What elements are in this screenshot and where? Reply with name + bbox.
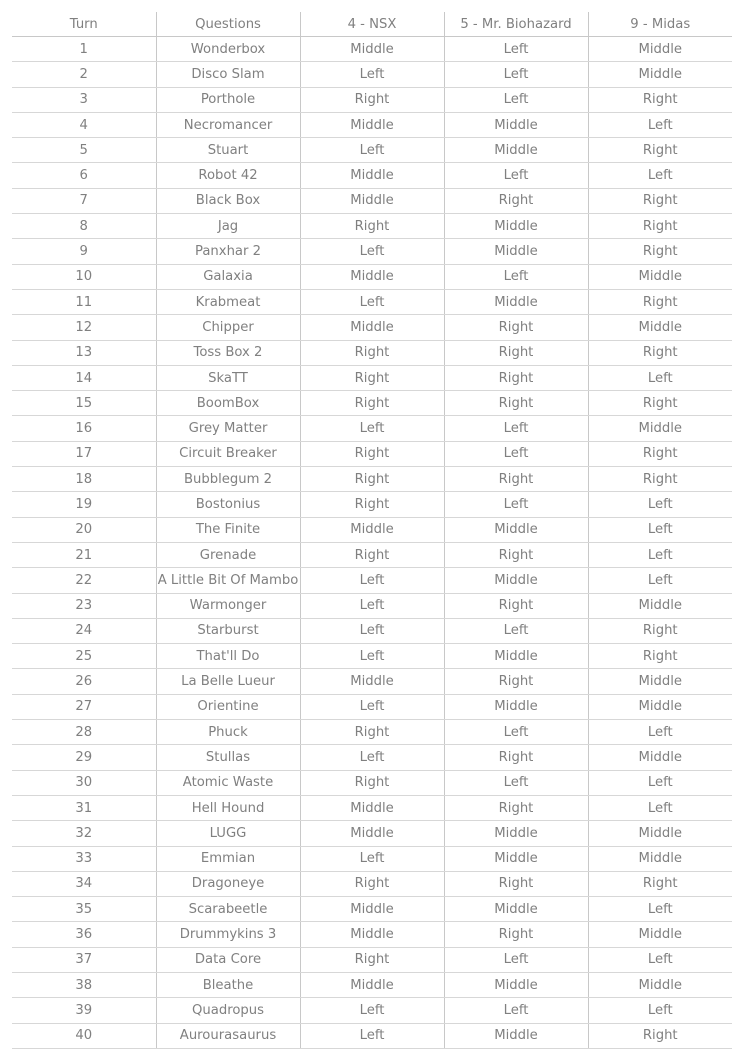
turn-cell: 24 <box>12 618 156 643</box>
turn-cell: 29 <box>12 745 156 770</box>
turn-cell: 2 <box>12 62 156 87</box>
question-cell: Stuart <box>156 138 300 163</box>
table-row <box>12 492 732 517</box>
question-cell: Data Core <box>156 947 300 972</box>
question-cell: Scarabeetle <box>156 897 300 922</box>
midas-cell: Right <box>588 467 732 492</box>
turn-cell: 1 <box>12 37 156 62</box>
table-row <box>12 315 732 340</box>
question-cell: Warmonger <box>156 593 300 618</box>
table-body <box>12 37 732 1049</box>
nsx-cell: Left <box>300 138 444 163</box>
mr-biohazard-cell: Left <box>444 416 588 441</box>
nsx-cell: Middle <box>300 315 444 340</box>
table-row <box>12 720 732 745</box>
midas-cell: Left <box>588 542 732 567</box>
question-cell: Drummykins 3 <box>156 922 300 947</box>
midas-cell: Middle <box>588 669 732 694</box>
midas-cell: Middle <box>588 264 732 289</box>
question-cell: Bubblegum 2 <box>156 467 300 492</box>
mr-biohazard-cell: Right <box>444 922 588 947</box>
turn-cell: 32 <box>12 821 156 846</box>
turn-cell: 22 <box>12 568 156 593</box>
question-cell: Atomic Waste <box>156 770 300 795</box>
question-cell: BoomBox <box>156 391 300 416</box>
turn-cell: 34 <box>12 871 156 896</box>
turn-cell: 20 <box>12 517 156 542</box>
turn-cell: 9 <box>12 239 156 264</box>
question-cell: Orientine <box>156 694 300 719</box>
table-row <box>12 239 732 264</box>
table-row <box>12 694 732 719</box>
table-row <box>12 745 732 770</box>
nsx-cell: Middle <box>300 163 444 188</box>
mr-biohazard-cell: Left <box>444 264 588 289</box>
question-cell: Bleathe <box>156 972 300 997</box>
mr-biohazard-cell: Right <box>444 795 588 820</box>
nsx-cell: Middle <box>300 922 444 947</box>
question-cell: Grey Matter <box>156 416 300 441</box>
turn-cell: 17 <box>12 441 156 466</box>
midas-cell: Middle <box>588 745 732 770</box>
question-cell: Quadropus <box>156 998 300 1023</box>
midas-cell: Left <box>588 998 732 1023</box>
mr-biohazard-cell: Left <box>444 947 588 972</box>
nsx-cell: Left <box>300 593 444 618</box>
mr-biohazard-cell: Right <box>444 745 588 770</box>
nsx-cell: Right <box>300 770 444 795</box>
question-cell: Panxhar 2 <box>156 239 300 264</box>
midas-cell: Middle <box>588 821 732 846</box>
turn-cell: 23 <box>12 593 156 618</box>
question-cell: La Belle Lueur <box>156 669 300 694</box>
question-cell: Hell Hound <box>156 795 300 820</box>
mr-biohazard-cell: Right <box>444 542 588 567</box>
nsx-cell: Middle <box>300 897 444 922</box>
midas-cell: Middle <box>588 846 732 871</box>
mr-biohazard-cell: Right <box>444 871 588 896</box>
nsx-cell: Left <box>300 618 444 643</box>
nsx-cell: Left <box>300 694 444 719</box>
mr-biohazard-cell: Left <box>444 441 588 466</box>
mr-biohazard-cell: Left <box>444 492 588 517</box>
turn-cell: 18 <box>12 467 156 492</box>
question-cell: Circuit Breaker <box>156 441 300 466</box>
turn-cell: 26 <box>12 669 156 694</box>
nsx-cell: Left <box>300 644 444 669</box>
nsx-cell: Right <box>300 441 444 466</box>
mr-biohazard-cell: Left <box>444 618 588 643</box>
question-cell: Phuck <box>156 720 300 745</box>
midas-cell: Left <box>588 770 732 795</box>
mr-biohazard-cell: Right <box>444 391 588 416</box>
midas-cell: Right <box>588 1023 732 1048</box>
question-cell: Necromancer <box>156 112 300 137</box>
table-row <box>12 568 732 593</box>
question-cell: That'll Do <box>156 644 300 669</box>
midas-cell: Right <box>588 214 732 239</box>
table-row <box>12 897 732 922</box>
table-row <box>12 542 732 567</box>
question-cell: Emmian <box>156 846 300 871</box>
turn-cell: 40 <box>12 1023 156 1048</box>
table-row <box>12 289 732 314</box>
midas-cell: Left <box>588 365 732 390</box>
midas-cell: Left <box>588 568 732 593</box>
nsx-cell: Right <box>300 365 444 390</box>
nsx-cell: Right <box>300 391 444 416</box>
mr-biohazard-cell: Left <box>444 62 588 87</box>
turn-cell: 16 <box>12 416 156 441</box>
turn-cell: 25 <box>12 644 156 669</box>
turn-cell: 12 <box>12 315 156 340</box>
question-cell: Wonderbox <box>156 37 300 62</box>
midas-cell: Middle <box>588 593 732 618</box>
question-cell: Disco Slam <box>156 62 300 87</box>
mr-biohazard-cell: Middle <box>444 821 588 846</box>
nsx-cell: Right <box>300 467 444 492</box>
midas-cell: Right <box>588 618 732 643</box>
nsx-cell: Right <box>300 542 444 567</box>
nsx-cell: Right <box>300 871 444 896</box>
table-row <box>12 365 732 390</box>
nsx-cell: Middle <box>300 972 444 997</box>
nsx-cell: Left <box>300 745 444 770</box>
turn-cell: 10 <box>12 264 156 289</box>
question-cell: A Little Bit Of Mambo <box>156 568 300 593</box>
column-header-turn: Turn <box>12 12 156 37</box>
midas-cell: Right <box>588 391 732 416</box>
turn-cell: 38 <box>12 972 156 997</box>
nsx-cell: Middle <box>300 669 444 694</box>
midas-cell: Right <box>588 289 732 314</box>
mr-biohazard-cell: Right <box>444 669 588 694</box>
nsx-cell: Left <box>300 62 444 87</box>
table-row <box>12 871 732 896</box>
turn-cell: 14 <box>12 365 156 390</box>
table-row <box>12 972 732 997</box>
midas-cell: Left <box>588 112 732 137</box>
table-row <box>12 62 732 87</box>
midas-cell: Left <box>588 795 732 820</box>
midas-cell: Middle <box>588 972 732 997</box>
results-table <box>12 12 732 1049</box>
turn-cell: 31 <box>12 795 156 820</box>
question-cell: Starburst <box>156 618 300 643</box>
nsx-cell: Right <box>300 340 444 365</box>
table-row <box>12 416 732 441</box>
turn-cell: 8 <box>12 214 156 239</box>
question-cell: Aurourasaurus <box>156 1023 300 1048</box>
nsx-cell: Right <box>300 720 444 745</box>
midas-cell: Middle <box>588 37 732 62</box>
midas-cell: Left <box>588 492 732 517</box>
midas-cell: Middle <box>588 315 732 340</box>
column-header-nsx: 4 - NSX <box>300 12 444 37</box>
turn-cell: 28 <box>12 720 156 745</box>
table-row <box>12 593 732 618</box>
turn-cell: 5 <box>12 138 156 163</box>
nsx-cell: Right <box>300 492 444 517</box>
question-cell: Black Box <box>156 188 300 213</box>
nsx-cell: Middle <box>300 821 444 846</box>
nsx-cell: Middle <box>300 188 444 213</box>
turn-cell: 4 <box>12 112 156 137</box>
midas-cell: Middle <box>588 922 732 947</box>
mr-biohazard-cell: Middle <box>444 214 588 239</box>
nsx-cell: Middle <box>300 112 444 137</box>
mr-biohazard-cell: Middle <box>444 694 588 719</box>
turn-cell: 37 <box>12 947 156 972</box>
table-row <box>12 87 732 112</box>
table-row <box>12 795 732 820</box>
midas-cell: Left <box>588 517 732 542</box>
turn-cell: 13 <box>12 340 156 365</box>
question-cell: LUGG <box>156 821 300 846</box>
mr-biohazard-cell: Middle <box>444 239 588 264</box>
table-row <box>12 517 732 542</box>
midas-cell: Left <box>588 163 732 188</box>
table-row <box>12 163 732 188</box>
midas-cell: Left <box>588 720 732 745</box>
mr-biohazard-cell: Right <box>444 315 588 340</box>
table-row <box>12 264 732 289</box>
nsx-cell: Middle <box>300 37 444 62</box>
mr-biohazard-cell: Middle <box>444 644 588 669</box>
table-row <box>12 340 732 365</box>
mr-biohazard-cell: Left <box>444 720 588 745</box>
nsx-cell: Middle <box>300 795 444 820</box>
nsx-cell: Left <box>300 1023 444 1048</box>
mr-biohazard-cell: Left <box>444 87 588 112</box>
nsx-cell: Left <box>300 416 444 441</box>
mr-biohazard-cell: Right <box>444 593 588 618</box>
table-row <box>12 188 732 213</box>
nsx-cell: Left <box>300 846 444 871</box>
table-row <box>12 846 732 871</box>
midas-cell: Left <box>588 897 732 922</box>
turn-cell: 27 <box>12 694 156 719</box>
table-row <box>12 467 732 492</box>
mr-biohazard-cell: Middle <box>444 846 588 871</box>
header-row <box>12 12 732 37</box>
question-cell: Stullas <box>156 745 300 770</box>
midas-cell: Right <box>588 138 732 163</box>
nsx-cell: Right <box>300 87 444 112</box>
midas-cell: Right <box>588 340 732 365</box>
mr-biohazard-cell: Middle <box>444 897 588 922</box>
table-row <box>12 214 732 239</box>
mr-biohazard-cell: Middle <box>444 1023 588 1048</box>
midas-cell: Right <box>588 87 732 112</box>
mr-biohazard-cell: Left <box>444 37 588 62</box>
midas-cell: Right <box>588 644 732 669</box>
mr-biohazard-cell: Middle <box>444 138 588 163</box>
table-row <box>12 922 732 947</box>
question-cell: Toss Box 2 <box>156 340 300 365</box>
nsx-cell: Right <box>300 947 444 972</box>
midas-cell: Right <box>588 188 732 213</box>
midas-cell: Middle <box>588 416 732 441</box>
column-header-questions: Questions <box>156 12 300 37</box>
question-cell: Galaxia <box>156 264 300 289</box>
question-cell: Bostonius <box>156 492 300 517</box>
table-row <box>12 821 732 846</box>
table-row <box>12 112 732 137</box>
nsx-cell: Left <box>300 289 444 314</box>
mr-biohazard-cell: Right <box>444 340 588 365</box>
mr-biohazard-cell: Left <box>444 998 588 1023</box>
midas-cell: Left <box>588 947 732 972</box>
mr-biohazard-cell: Right <box>444 467 588 492</box>
table-row <box>12 391 732 416</box>
column-header-midas: 9 - Midas <box>588 12 732 37</box>
turn-cell: 30 <box>12 770 156 795</box>
results-table-container <box>12 12 732 1049</box>
mr-biohazard-cell: Middle <box>444 972 588 997</box>
mr-biohazard-cell: Right <box>444 365 588 390</box>
midas-cell: Middle <box>588 694 732 719</box>
mr-biohazard-cell: Middle <box>444 517 588 542</box>
midas-cell: Right <box>588 441 732 466</box>
table-row <box>12 618 732 643</box>
question-cell: Jag <box>156 214 300 239</box>
question-cell: Porthole <box>156 87 300 112</box>
turn-cell: 21 <box>12 542 156 567</box>
mr-biohazard-cell: Middle <box>444 112 588 137</box>
table-row <box>12 998 732 1023</box>
nsx-cell: Left <box>300 998 444 1023</box>
turn-cell: 11 <box>12 289 156 314</box>
question-cell: Krabmeat <box>156 289 300 314</box>
nsx-cell: Middle <box>300 517 444 542</box>
nsx-cell: Middle <box>300 264 444 289</box>
table-row <box>12 37 732 62</box>
table-row <box>12 138 732 163</box>
nsx-cell: Left <box>300 239 444 264</box>
column-header-mr-biohazard: 5 - Mr. Biohazard <box>444 12 588 37</box>
mr-biohazard-cell: Left <box>444 770 588 795</box>
turn-cell: 7 <box>12 188 156 213</box>
turn-cell: 3 <box>12 87 156 112</box>
turn-cell: 19 <box>12 492 156 517</box>
turn-cell: 39 <box>12 998 156 1023</box>
table-row <box>12 644 732 669</box>
turn-cell: 36 <box>12 922 156 947</box>
table-row <box>12 1023 732 1048</box>
table-row <box>12 441 732 466</box>
mr-biohazard-cell: Middle <box>444 289 588 314</box>
midas-cell: Right <box>588 871 732 896</box>
turn-cell: 35 <box>12 897 156 922</box>
question-cell: SkaTT <box>156 365 300 390</box>
question-cell: The Finite <box>156 517 300 542</box>
turn-cell: 6 <box>12 163 156 188</box>
question-cell: Dragoneye <box>156 871 300 896</box>
table-row <box>12 770 732 795</box>
midas-cell: Middle <box>588 62 732 87</box>
midas-cell: Right <box>588 239 732 264</box>
nsx-cell: Left <box>300 568 444 593</box>
question-cell: Robot 42 <box>156 163 300 188</box>
mr-biohazard-cell: Middle <box>444 568 588 593</box>
mr-biohazard-cell: Left <box>444 163 588 188</box>
turn-cell: 15 <box>12 391 156 416</box>
question-cell: Grenade <box>156 542 300 567</box>
turn-cell: 33 <box>12 846 156 871</box>
table-row <box>12 669 732 694</box>
mr-biohazard-cell: Right <box>444 188 588 213</box>
table-row <box>12 947 732 972</box>
question-cell: Chipper <box>156 315 300 340</box>
nsx-cell: Right <box>300 214 444 239</box>
